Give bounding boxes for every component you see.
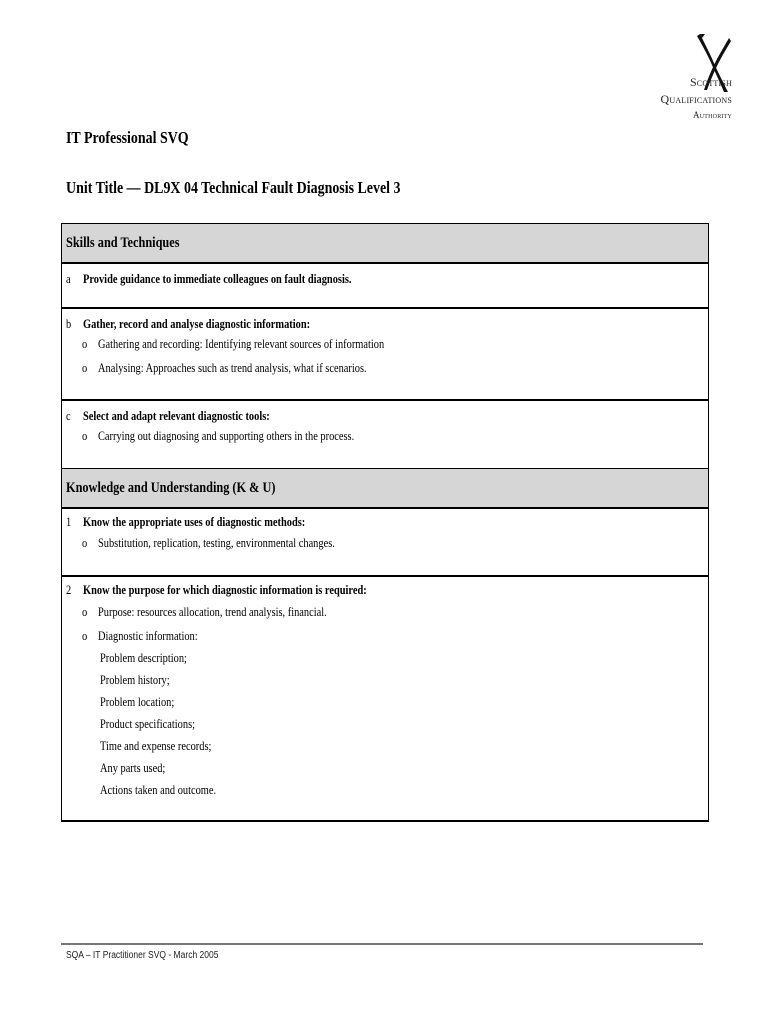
bullet-icon: o — [82, 628, 88, 643]
bullet-icon: o — [82, 428, 88, 443]
bullet-icon: o — [82, 604, 88, 619]
unit-title: Unit Title — DL9X 04 Technical Fault Diagnosis Level 3 — [66, 178, 401, 197]
item-heading: Know the purpose for which diagnostic information is required: — [83, 582, 367, 597]
bullet-text: Purpose: resources allocation, trend analysis, financial. — [98, 604, 327, 619]
item-heading: Gather, record and analyse diagnostic information: — [83, 316, 311, 331]
bullet-icon: o — [82, 535, 88, 550]
item-marker: 1 — [66, 514, 72, 529]
skills-header: Skills and Techniques — [66, 235, 180, 251]
item-heading: Select and adapt relevant diagnostic tools: — [83, 408, 270, 423]
sub-item: Actions taken and outcome. — [100, 782, 217, 797]
knowledge-item-1 — [61, 507, 709, 577]
knowledge-header-row — [61, 468, 709, 509]
sub-item: Time and expense records; — [100, 738, 212, 753]
logo-text-line2: Qualifications — [660, 92, 732, 106]
sub-item: Problem location; — [100, 694, 175, 709]
bullet-text: Diagnostic information: — [98, 628, 198, 643]
bullet-icon: o — [82, 360, 88, 375]
logo-text-line3: Authority — [693, 110, 732, 120]
item-heading: Provide guidance to immediate colleagues on fault diagnosis. — [83, 271, 352, 286]
skills-header-row — [61, 223, 709, 264]
item-marker: c — [66, 408, 71, 423]
document-title: IT Professional SVQ — [66, 128, 189, 147]
sub-item: Any parts used; — [100, 760, 166, 775]
skills-item-b — [61, 307, 709, 401]
footer-divider — [61, 943, 703, 945]
item-heading: Know the appropriate uses of diagnostic methods: — [83, 514, 306, 529]
footer-text: SQA – IT Practitioner SVQ - March 2005 — [66, 950, 219, 961]
item-marker: a — [66, 271, 71, 286]
item-marker: 2 — [66, 582, 72, 597]
skills-item-a — [61, 262, 709, 309]
sqa-logo — [644, 32, 736, 124]
bullet-text: Gathering and recording: Identifying relevant sources of information — [98, 336, 385, 351]
item-marker: b — [66, 316, 72, 331]
knowledge-item-2 — [61, 575, 709, 822]
sub-item: Problem history; — [100, 672, 170, 687]
logo-text-line1: Scottish — [689, 75, 732, 89]
bullet-text: Analysing: Approaches such as trend analysis, what if scenarios. — [98, 360, 367, 375]
knowledge-header: Knowledge and Understanding (K & U) — [66, 480, 276, 496]
bullet-text: Carrying out diagnosing and supporting others in the process. — [98, 428, 355, 443]
sub-item: Product specifications; — [100, 716, 196, 731]
bullet-icon: o — [82, 336, 88, 351]
skills-item-c — [61, 399, 709, 470]
sub-item: Problem description; — [100, 650, 187, 665]
bullet-text: Substitution, replication, testing, environmental changes. — [98, 535, 335, 550]
